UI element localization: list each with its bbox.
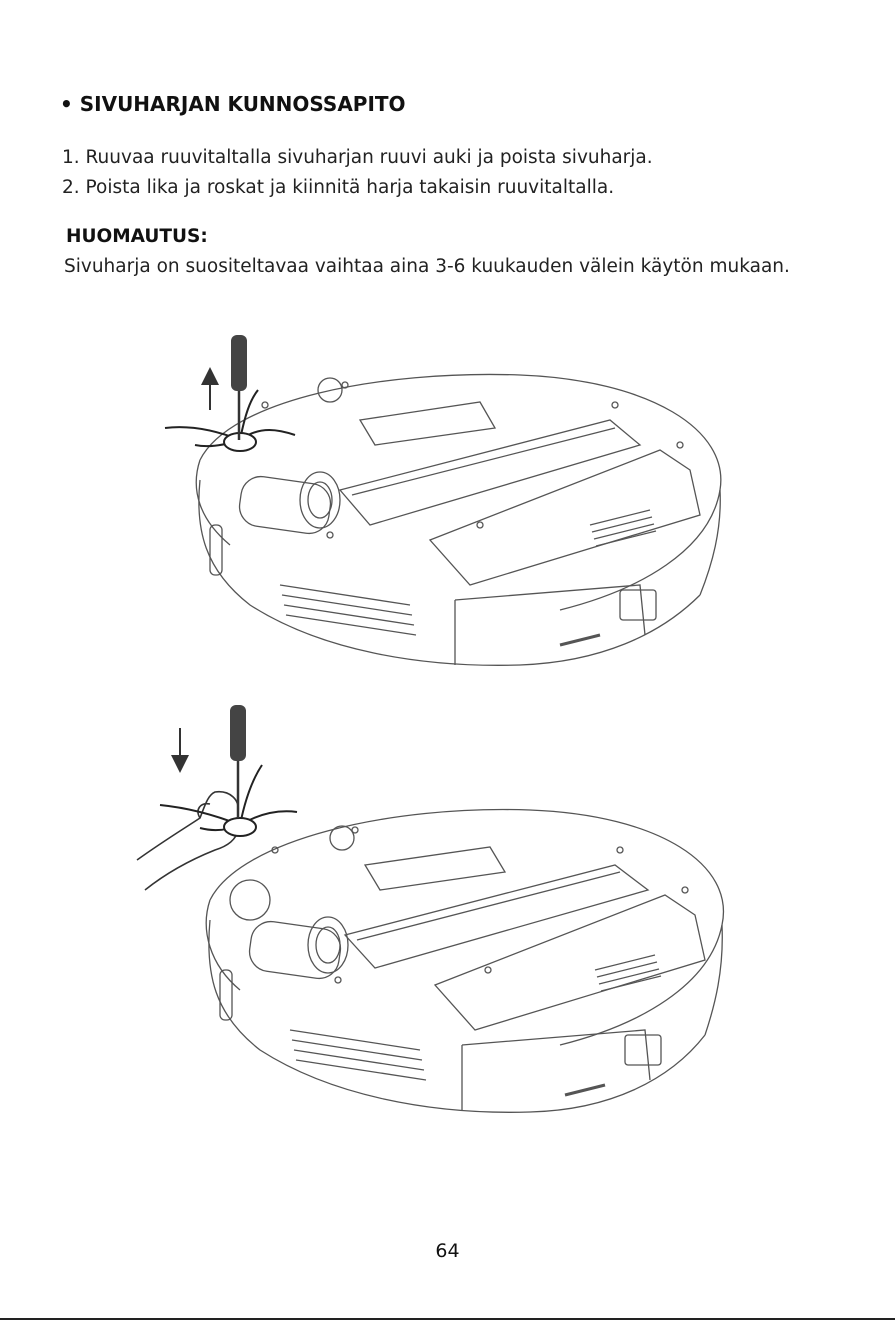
robot-vacuum-remove-illustration: [0, 330, 895, 680]
robot-vacuum-attach-illustration: [0, 700, 895, 1140]
arrow-down-icon: [171, 728, 189, 773]
page-number: 64: [435, 1240, 460, 1262]
step-2: 2. Poista lika ja roskat ja kiinnitä harja takaisin ruuvitaltalla.: [62, 177, 615, 198]
instruction-steps: [62, 143, 653, 203]
section-heading: • SIVUHARJAN KUNNOSSAPITO: [60, 92, 406, 116]
hand-illustration: [137, 792, 238, 890]
illustration-attach-brush: [0, 700, 895, 1140]
step-1: 1. Ruuvaa ruuvitaltalla sivuharjan ruuvi auki ja poista sivuharja.: [62, 147, 653, 168]
illustration-remove-brush: [0, 330, 895, 680]
arrow-up-icon: [201, 367, 219, 410]
note-text: Sivuharja on suositeltavaa vaihtaa aina 3-6 kuukauden välein käytön mukaan.: [64, 256, 790, 277]
bottom-rule: [0, 1318, 895, 1320]
note-title: HUOMAUTUS:: [66, 226, 208, 247]
